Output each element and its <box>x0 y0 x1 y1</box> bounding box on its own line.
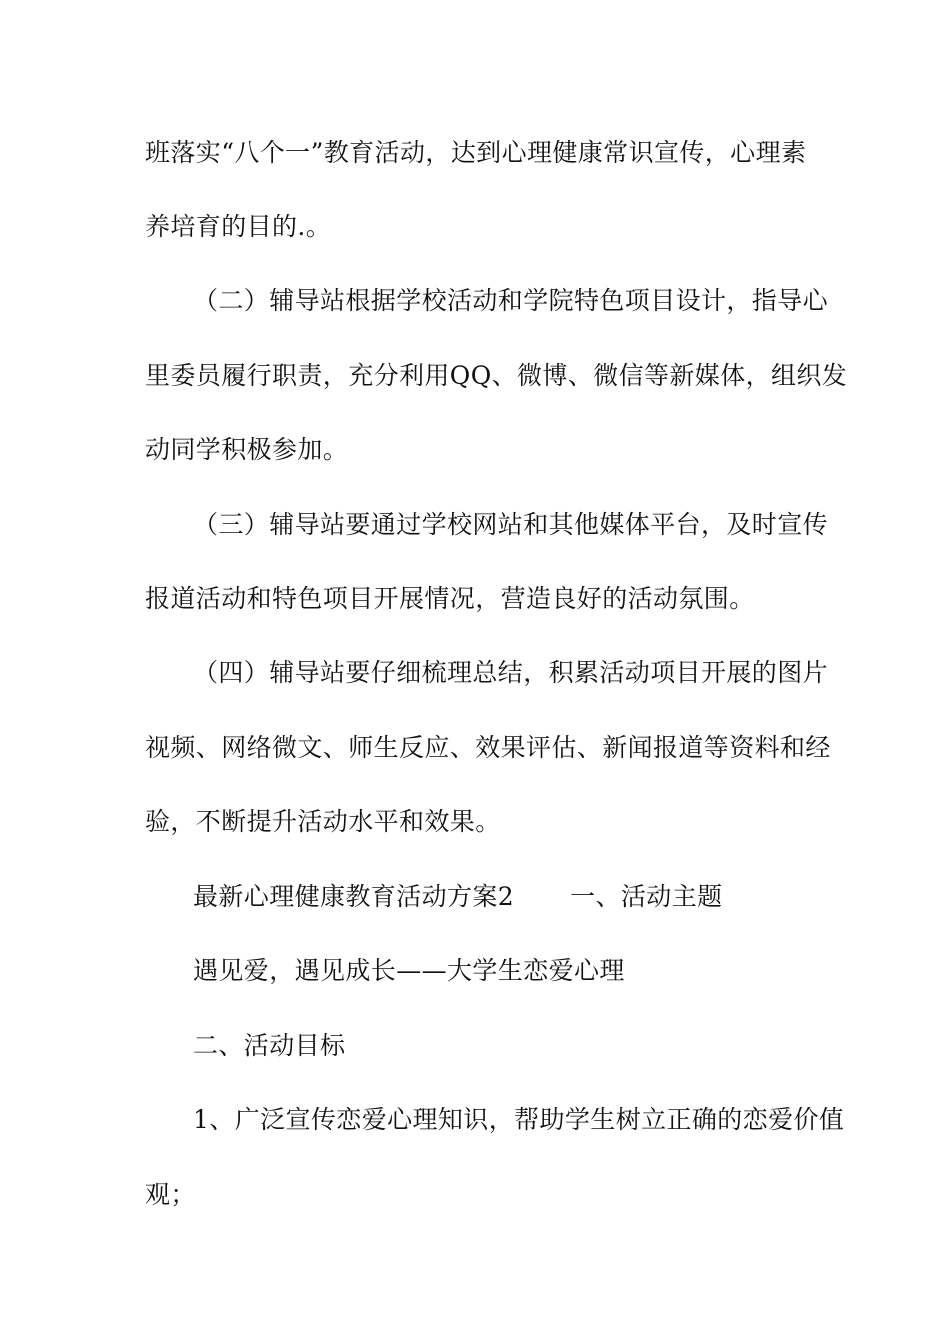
paragraph-two-start: （二）辅导站根据学校活动和学院特色项目设计，指导心 <box>193 286 829 315</box>
body-text-line: 验，不断提升活动水平和效果。 <box>145 807 501 836</box>
section-subtitle: 一、活动主题 <box>570 882 723 911</box>
goal-item-one: 1、广泛宣传恋爱心理知识，帮助学生树立正确的恋爱价值 <box>193 1105 845 1134</box>
activity-theme: 遇见爱，遇见成长——大学生恋爱心理 <box>193 956 625 985</box>
body-text-line: 养培育的目的.。 <box>145 212 332 241</box>
body-text-line: 报道活动和特色项目开展情况，营造良好的活动氛围。 <box>145 584 755 613</box>
activity-goal-heading: 二、活动目标 <box>193 1031 346 1060</box>
body-text-line: 视频、网络微文、师生反应、效果评估、新闻报道等资料和经 <box>145 733 831 762</box>
section-heading <box>193 882 723 912</box>
body-text-line: 动同学积极参加。 <box>145 435 349 464</box>
paragraph-four-start: （四）辅导站要仔细梳理总结，积累活动项目开展的图片 <box>193 658 829 687</box>
paragraph-three-start: （三）辅导站要通过学校网站和其他媒体平台，及时宣传 <box>193 510 829 539</box>
section-title: 最新心理健康教育活动方案2 <box>193 882 515 911</box>
body-text-line: 班落实“八个一”教育活动，达到心理健康常识宣传，心理素 <box>145 138 807 167</box>
body-text-line: 观； <box>145 1180 196 1209</box>
body-text-line: 里委员履行职责，充分利用QQ、微博、微信等新媒体，组织发 <box>145 361 848 390</box>
